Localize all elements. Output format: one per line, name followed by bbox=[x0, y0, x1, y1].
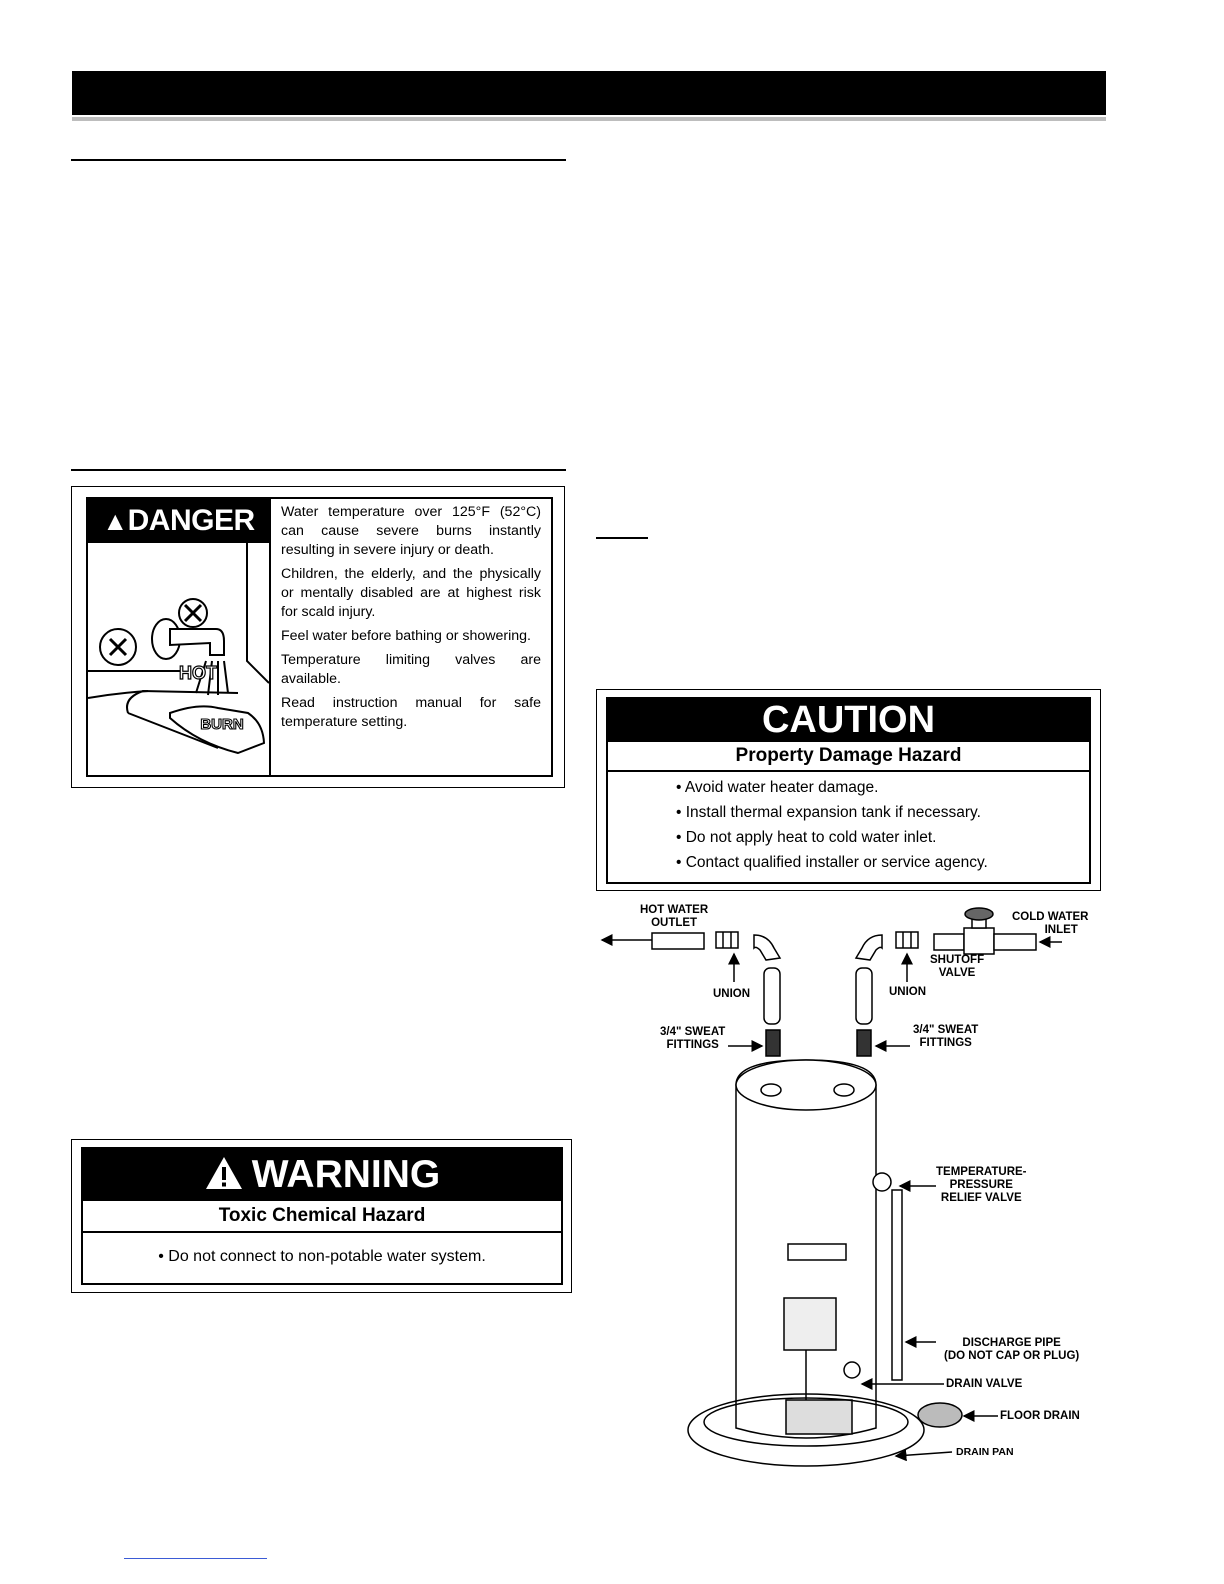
union-left bbox=[716, 932, 738, 948]
valve-body bbox=[934, 934, 964, 950]
warning-triangle-icon: ▲ bbox=[102, 506, 128, 536]
floor-drain bbox=[918, 1403, 962, 1427]
page-header-bar bbox=[72, 71, 1106, 115]
sweat-fitting-right bbox=[857, 1030, 871, 1056]
discharge-pipe bbox=[892, 1190, 902, 1380]
caution-item: • Contact qualified installer or service agency. bbox=[676, 854, 988, 871]
warning-item: • Do not connect to non-potable water system. bbox=[158, 1248, 486, 1265]
page-header-shadow bbox=[72, 117, 1106, 121]
control-panel bbox=[784, 1298, 836, 1350]
danger-paragraph: Water temperature over 125°F (52°C) can cause severe burns instantly resulting in severe injury or death. bbox=[281, 504, 541, 558]
danger-paragraph: Feel water before bathing or showering. bbox=[281, 628, 531, 644]
danger-paragraph: Children, the elderly, and the physically or mentally disabled are at highest risk for scald injury. bbox=[281, 566, 541, 620]
nipple-left bbox=[764, 968, 780, 1024]
caution-list bbox=[676, 778, 988, 878]
union-right bbox=[896, 932, 918, 948]
danger-header: ▲DANGER bbox=[88, 499, 269, 543]
label-shutoff-valve: SHUTOFF VALVE bbox=[930, 954, 985, 979]
label-sweat-fittings-left: 3/4" SWEAT FITTINGS bbox=[660, 1026, 726, 1051]
caution-item: • Avoid water heater damage. bbox=[676, 779, 879, 796]
nipple-right bbox=[856, 968, 872, 1024]
caution-item: • Do not apply heat to cold water inlet. bbox=[676, 829, 937, 846]
caution-header: CAUTION bbox=[608, 699, 1089, 742]
hot-word: HOT bbox=[179, 663, 217, 683]
scald-hazard-illustration bbox=[88, 543, 269, 775]
valve-handle bbox=[965, 908, 993, 920]
label-drain-valve: DRAIN VALVE bbox=[946, 1378, 1023, 1390]
danger-divider bbox=[269, 499, 271, 775]
danger-paragraph: Read instruction manual for safe temperature setting. bbox=[281, 695, 541, 730]
label-discharge-pipe: DISCHARGE PIPE (DO NOT CAP OR PLUG) bbox=[944, 1337, 1080, 1362]
caution-subheader: Property Damage Hazard bbox=[608, 742, 1089, 772]
elbow-right bbox=[856, 935, 882, 960]
label-floor-drain: FLOOR DRAIN bbox=[1000, 1410, 1080, 1422]
warning-header: WARNING bbox=[83, 1149, 561, 1201]
label-hot-water-outlet: HOT WATER OUTLET bbox=[640, 904, 709, 929]
drain-valve bbox=[844, 1362, 860, 1378]
note-underline bbox=[596, 537, 648, 539]
section-rule-1 bbox=[71, 159, 566, 161]
elbow-left bbox=[754, 935, 780, 960]
sweat-fitting-left bbox=[766, 1030, 780, 1056]
warning-triangle-icon bbox=[204, 1155, 244, 1191]
label-tp-relief-valve: TEMPERATURE- PRESSURE RELIEF VALVE bbox=[936, 1166, 1027, 1204]
burn-word: BURN bbox=[200, 716, 244, 733]
valve-tee bbox=[964, 928, 994, 954]
danger-text bbox=[281, 503, 541, 737]
warning-subheader: Toxic Chemical Hazard bbox=[83, 1201, 561, 1233]
danger-paragraph: Temperature limiting valves are available. bbox=[281, 652, 541, 687]
section-rule-2 bbox=[71, 469, 566, 471]
label-union-right: UNION bbox=[889, 986, 927, 998]
rating-plate bbox=[788, 1244, 846, 1260]
label-sweat-fittings-right: 3/4" SWEAT FITTINGS bbox=[913, 1024, 979, 1049]
footer-link-underline bbox=[124, 1558, 267, 1559]
caution-item: • Install thermal expansion tank if necessary. bbox=[676, 804, 981, 821]
label-union-left: UNION bbox=[713, 988, 751, 1000]
tank-top bbox=[736, 1060, 876, 1110]
label-drain-pan: DRAIN PAN bbox=[956, 1446, 1014, 1458]
label-cold-water-inlet: COLD WATER INLET bbox=[1012, 911, 1089, 936]
water-heater-diagram bbox=[596, 900, 1116, 1480]
hot-outlet-pipe bbox=[652, 933, 704, 949]
